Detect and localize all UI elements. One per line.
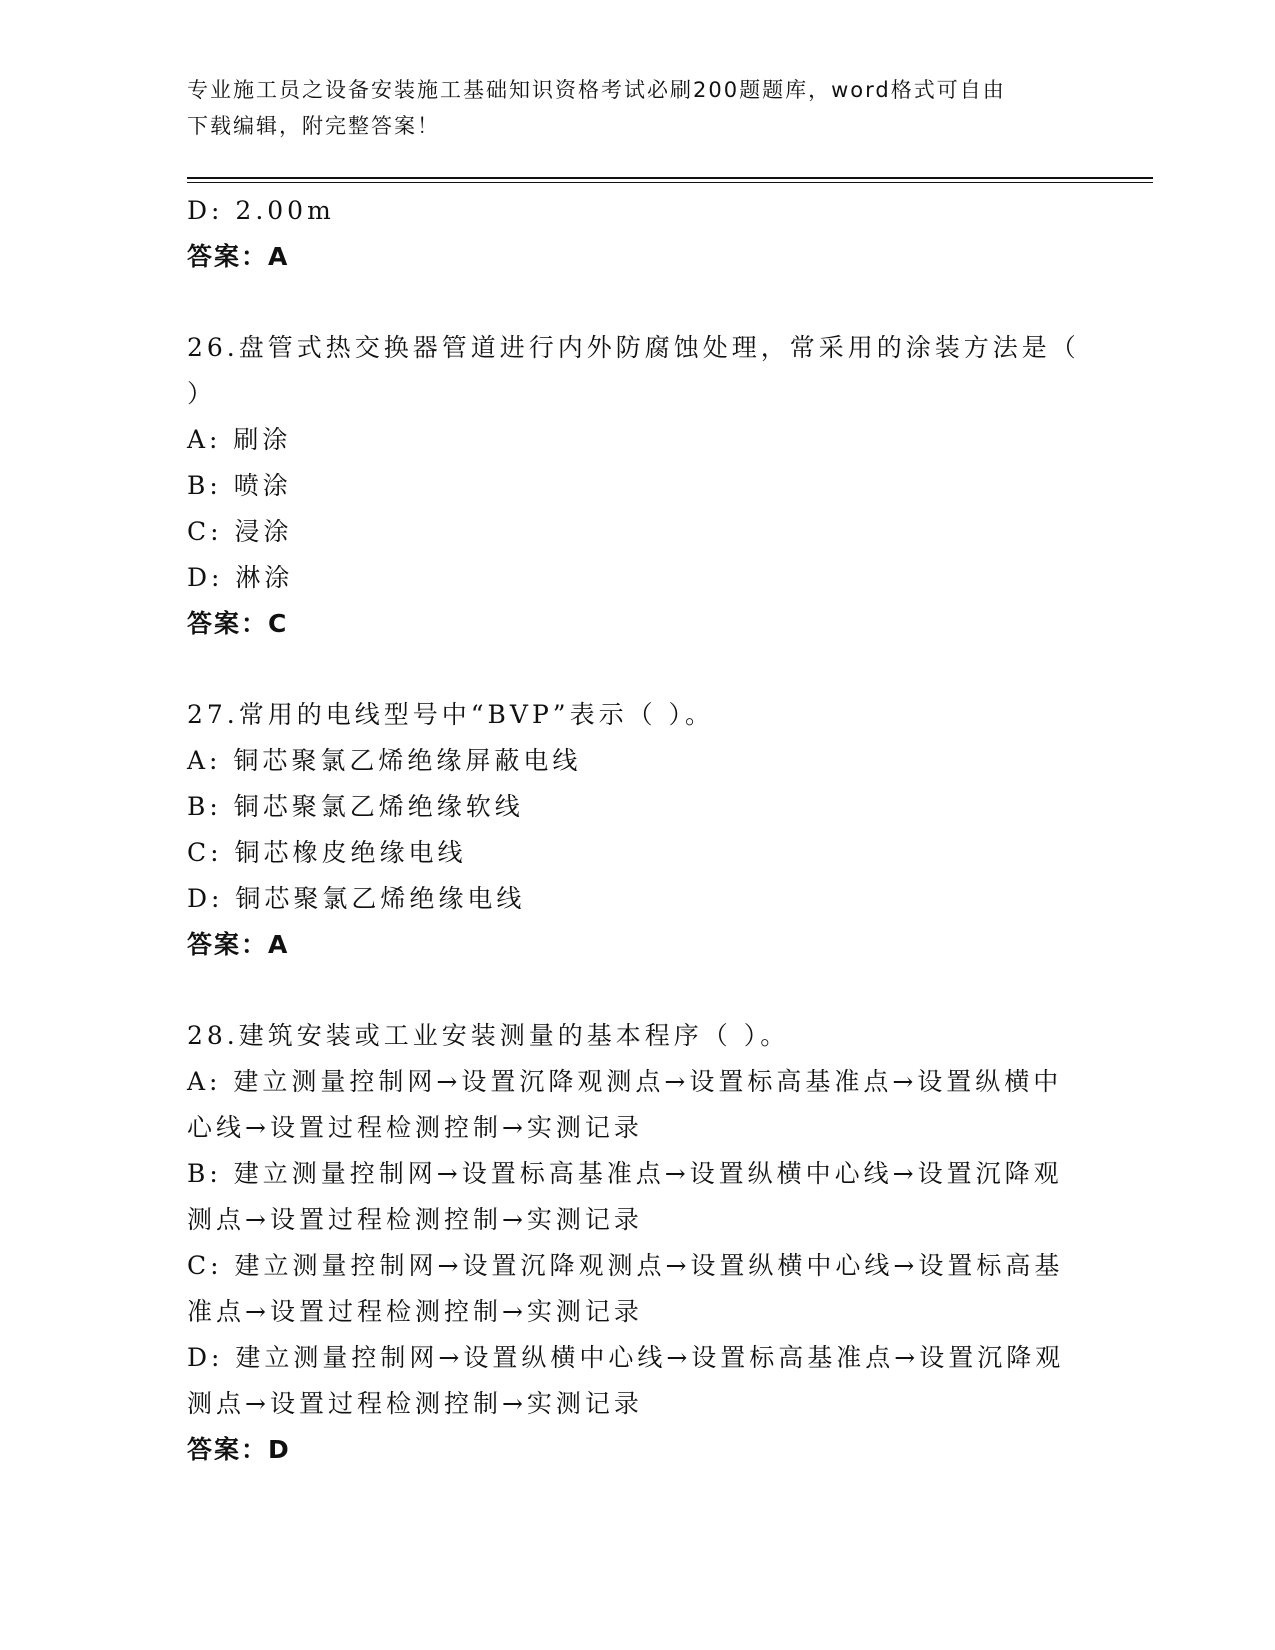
option-a-continued: 心线→设置过程检测控制→实测记录 [187, 1113, 643, 1142]
option-a: A: 刷涂 [187, 425, 292, 454]
spacer [187, 280, 1087, 325]
header-divider [187, 177, 1153, 183]
option-d-continued: 测点→设置过程检测控制→实测记录 [187, 1389, 643, 1418]
answer: 答案：C [187, 609, 289, 638]
document-body [187, 188, 1087, 1473]
option-d: D: 建立测量控制网→设置纵横中心线→设置标高基准点→设置沉降观 [187, 1343, 1065, 1372]
question-25-tail [187, 188, 1087, 280]
question-26 [187, 325, 1087, 647]
question-27 [187, 692, 1087, 968]
answer: 答案：A [187, 242, 290, 271]
option-a: A: 建立测量控制网→设置沉降观测点→设置标高基准点→设置纵横中 [187, 1067, 1063, 1096]
spacer [187, 647, 1087, 692]
question-stem: 26.盘管式热交换器管道进行内外防腐蚀处理，常采用的涂装方法是（ [187, 333, 1080, 362]
option-d: D: 淋涂 [187, 563, 294, 592]
option-d: D: 铜芯聚氯乙烯绝缘电线 [187, 884, 526, 913]
option-b: B: 铜芯聚氯乙烯绝缘软线 [187, 792, 524, 821]
option-d: D: 2.00m [187, 196, 335, 225]
option-c: C: 铜芯橡皮绝缘电线 [187, 838, 467, 867]
spacer [187, 968, 1087, 1013]
option-c-continued: 准点→设置过程检测控制→实测记录 [187, 1297, 643, 1326]
answer: 答案：D [187, 1435, 291, 1464]
answer: 答案：A [187, 930, 290, 959]
question-stem-continued: ） [187, 379, 217, 408]
option-b: B: 喷涂 [187, 471, 292, 500]
header-line-2: 下载编辑，附完整答案！ [187, 114, 440, 138]
question-stem: 27.常用的电线型号中“BVP”表示（ ）。 [187, 700, 715, 729]
header-line-1: 专业施工员之设备安装施工基础知识资格考试必刷200题题库，word格式可自由 [187, 78, 1006, 102]
option-b-continued: 测点→设置过程检测控制→实测记录 [187, 1205, 643, 1234]
option-b: B: 建立测量控制网→设置标高基准点→设置纵横中心线→设置沉降观 [187, 1159, 1063, 1188]
option-c: C: 浸涂 [187, 517, 293, 546]
option-a: A: 铜芯聚氯乙烯绝缘屏蔽电线 [187, 746, 582, 775]
page-header [187, 72, 1087, 144]
question-stem: 28.建筑安装或工业安装测量的基本程序（ ）。 [187, 1021, 790, 1050]
option-c: C: 建立测量控制网→设置沉降观测点→设置纵横中心线→设置标高基 [187, 1251, 1064, 1280]
question-28 [187, 1013, 1087, 1473]
